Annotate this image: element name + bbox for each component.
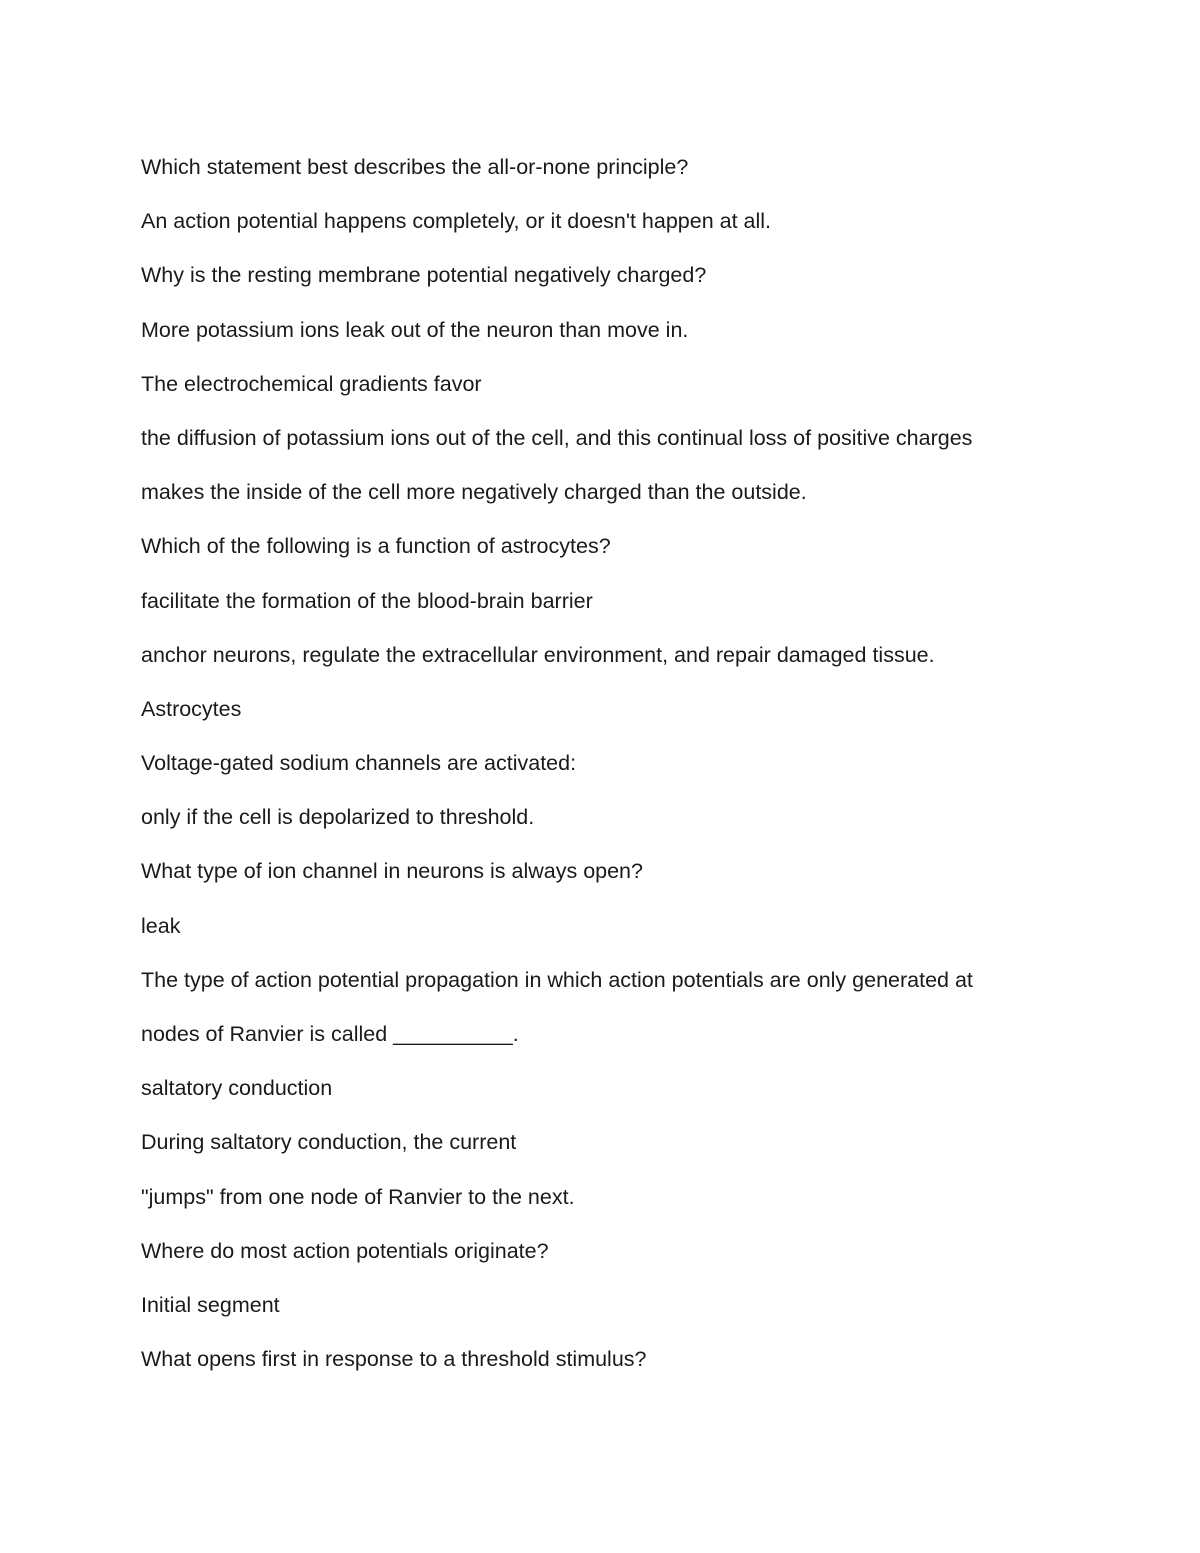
answer-line: facilitate the formation of the blood-brain barrier: [141, 588, 593, 613]
question-line: Voltage-gated sodium channels are activated:: [141, 751, 577, 776]
text-line: During saltatory conduction, the current: [141, 1130, 517, 1155]
text-line: The electrochemical gradients favor: [141, 371, 482, 396]
question-line: The type of action potential propagation in which action potentials are only generated at: [141, 967, 973, 992]
question-line: What type of ion channel in neurons is always open?: [141, 859, 643, 884]
question-line: Which of the following is a function of astrocytes?: [141, 534, 611, 559]
question-line: Why is the resting membrane potential negatively charged?: [141, 263, 707, 288]
document-body: [141, 140, 1101, 1386]
answer-line: An action potential happens completely, or it doesn't happen at all.: [141, 209, 772, 234]
text-line: Astrocytes: [141, 696, 242, 721]
question-line: What opens first in response to a threshold stimulus?: [141, 1347, 647, 1372]
question-line: nodes of Ranvier is called __________.: [141, 1022, 519, 1046]
answer-line: only if the cell is depolarized to threshold.: [141, 805, 535, 830]
answer-line: saltatory conduction: [141, 1076, 333, 1101]
answer-line: leak: [141, 913, 181, 938]
text-line: the diffusion of potassium ions out of the cell, and this continual loss of positive charges: [141, 425, 973, 450]
text-line: anchor neurons, regulate the extracellular environment, and repair damaged tissue.: [141, 642, 935, 667]
text-line: "jumps" from one node of Ranvier to the next.: [141, 1184, 575, 1209]
text-line: makes the inside of the cell more negatively charged than the outside.: [141, 480, 807, 505]
question-line: Where do most action potentials originate?: [141, 1238, 549, 1263]
answer-line: More potassium ions leak out of the neuron than move in.: [141, 317, 689, 342]
answer-line: Initial segment: [141, 1292, 280, 1317]
question-line: Which statement best describes the all-or-none principle?: [141, 155, 689, 179]
